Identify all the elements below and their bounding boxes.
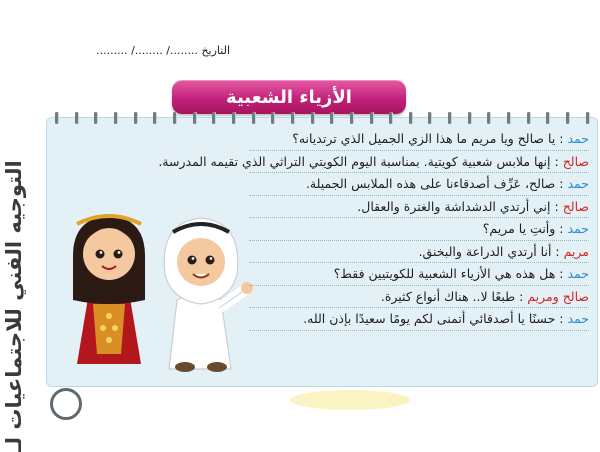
binding-ring <box>527 112 530 124</box>
dialogue-text: إني أرتدي الدشداشة والغترة والعقال. <box>357 198 551 214</box>
speaker-name: حمد <box>567 221 589 236</box>
date-line: التاريخ ......../ ......../ ......... <box>96 44 230 57</box>
children-illustration <box>59 204 259 374</box>
binding-ring <box>114 112 117 124</box>
dialogue-text: حسنًا يا أصدقائي أتمنى لكم يومًا سعيدًا بإذن الله. <box>303 311 556 326</box>
dialogue-text: إنها ملابس شعبية كويتية. بمناسبة اليوم الكويتي التراثي الذي تقيمه المدرسة. <box>158 153 551 169</box>
binding-ring <box>153 112 156 124</box>
speaker-name: صالح <box>562 198 589 214</box>
binding-ring <box>212 112 215 124</box>
binding-ring <box>448 112 451 124</box>
bottom-highlight-decoration <box>290 390 410 410</box>
binding-ring <box>271 112 274 124</box>
binding-ring <box>193 112 196 124</box>
binding-ring <box>291 112 294 124</box>
binding-ring <box>75 112 78 124</box>
dialogue-line: حمد : صالح، عَرِّف أصدقاءنا على هذه الملابس الجميلة. <box>249 173 589 196</box>
dialogue-line: صالح : إني أرتدي الدشداشة والغترة والعقال. <box>249 196 589 219</box>
dialogue-lines <box>158 128 589 331</box>
dialogue-text: طبعًا لا.. هناك أنواع كثيرة. <box>380 288 516 304</box>
binding-ring <box>232 112 235 124</box>
binding-ring <box>94 112 97 124</box>
binding-ring <box>350 112 353 124</box>
dialogue-line: حمد : حسنًا يا أصدقائي أتمنى لكم يومًا سعيدًا بإذن الله. <box>249 308 589 331</box>
speaker-name: حمد <box>567 266 589 281</box>
binding-ring <box>566 112 569 124</box>
boy-figure <box>164 218 253 372</box>
speaker-name: صالح ومريم <box>527 288 589 304</box>
dialogue-text: هل هذه هي الأزياء الشعبية للكويتيين فقط؟ <box>333 266 556 281</box>
speaker-name: حمد <box>567 176 589 191</box>
binding-ring <box>409 112 412 124</box>
dialogue-line: حمد : يا صالح ويا مريم ما هذا الزي الجميل الذي ترتديانه؟ <box>249 128 589 151</box>
speaker-name: حمد <box>567 311 589 326</box>
binding-ring <box>311 112 314 124</box>
binding-ring <box>428 112 431 124</box>
binding-ring <box>55 112 58 124</box>
binding-ring <box>134 112 137 124</box>
dialogue-card <box>46 117 598 387</box>
speaker-name: حمد <box>567 131 589 146</box>
dialogue-line: حمد : هل هذه هي الأزياء الشعبية للكويتيين فقط؟ <box>249 263 589 286</box>
spiral-binding <box>55 112 589 126</box>
binding-ring <box>487 112 490 124</box>
binding-ring <box>252 112 255 124</box>
dialogue-line: صالح ومريم : طبعًا لا.. هناك أنواع كثيرة. <box>249 286 589 309</box>
binding-ring <box>546 112 549 124</box>
bottom-ring-decoration <box>50 388 82 420</box>
dialogue-text: أنا أرتدي الدراعة والبخنق. <box>418 243 552 259</box>
binding-ring <box>586 112 589 124</box>
dialogue-text: يا صالح ويا مريم ما هذا الزي الجميل الذي ترتديانه؟ <box>292 131 556 146</box>
dialogue-line: مريم : أنا أرتدي الدراعة والبخنق. <box>249 241 589 264</box>
binding-ring <box>330 112 333 124</box>
binding-ring <box>468 112 471 124</box>
speaker-name: مريم <box>563 243 589 259</box>
binding-ring <box>389 112 392 124</box>
girl-figure <box>73 216 145 364</box>
binding-ring <box>507 112 510 124</box>
binding-ring <box>173 112 176 124</box>
lesson-title: الأزياء الشعبية <box>172 80 406 114</box>
side-vertical-text: التوجيه الفني للاجتماعيات لـ <box>2 160 26 452</box>
dialogue-line: حمد : وأنتِ يا مريم؟ <box>249 218 589 241</box>
dialogue-text: وأنتِ يا مريم؟ <box>482 221 556 236</box>
dialogue-text: صالح، عَرِّف أصدقاءنا على هذه الملابس الجميلة. <box>305 176 556 191</box>
speaker-name: صالح <box>562 153 589 169</box>
dialogue-line: صالح : إنها ملابس شعبية كويتية. بمناسبة اليوم الكويتي التراثي الذي تقيمه المدرسة. <box>249 151 589 174</box>
binding-ring <box>370 112 373 124</box>
